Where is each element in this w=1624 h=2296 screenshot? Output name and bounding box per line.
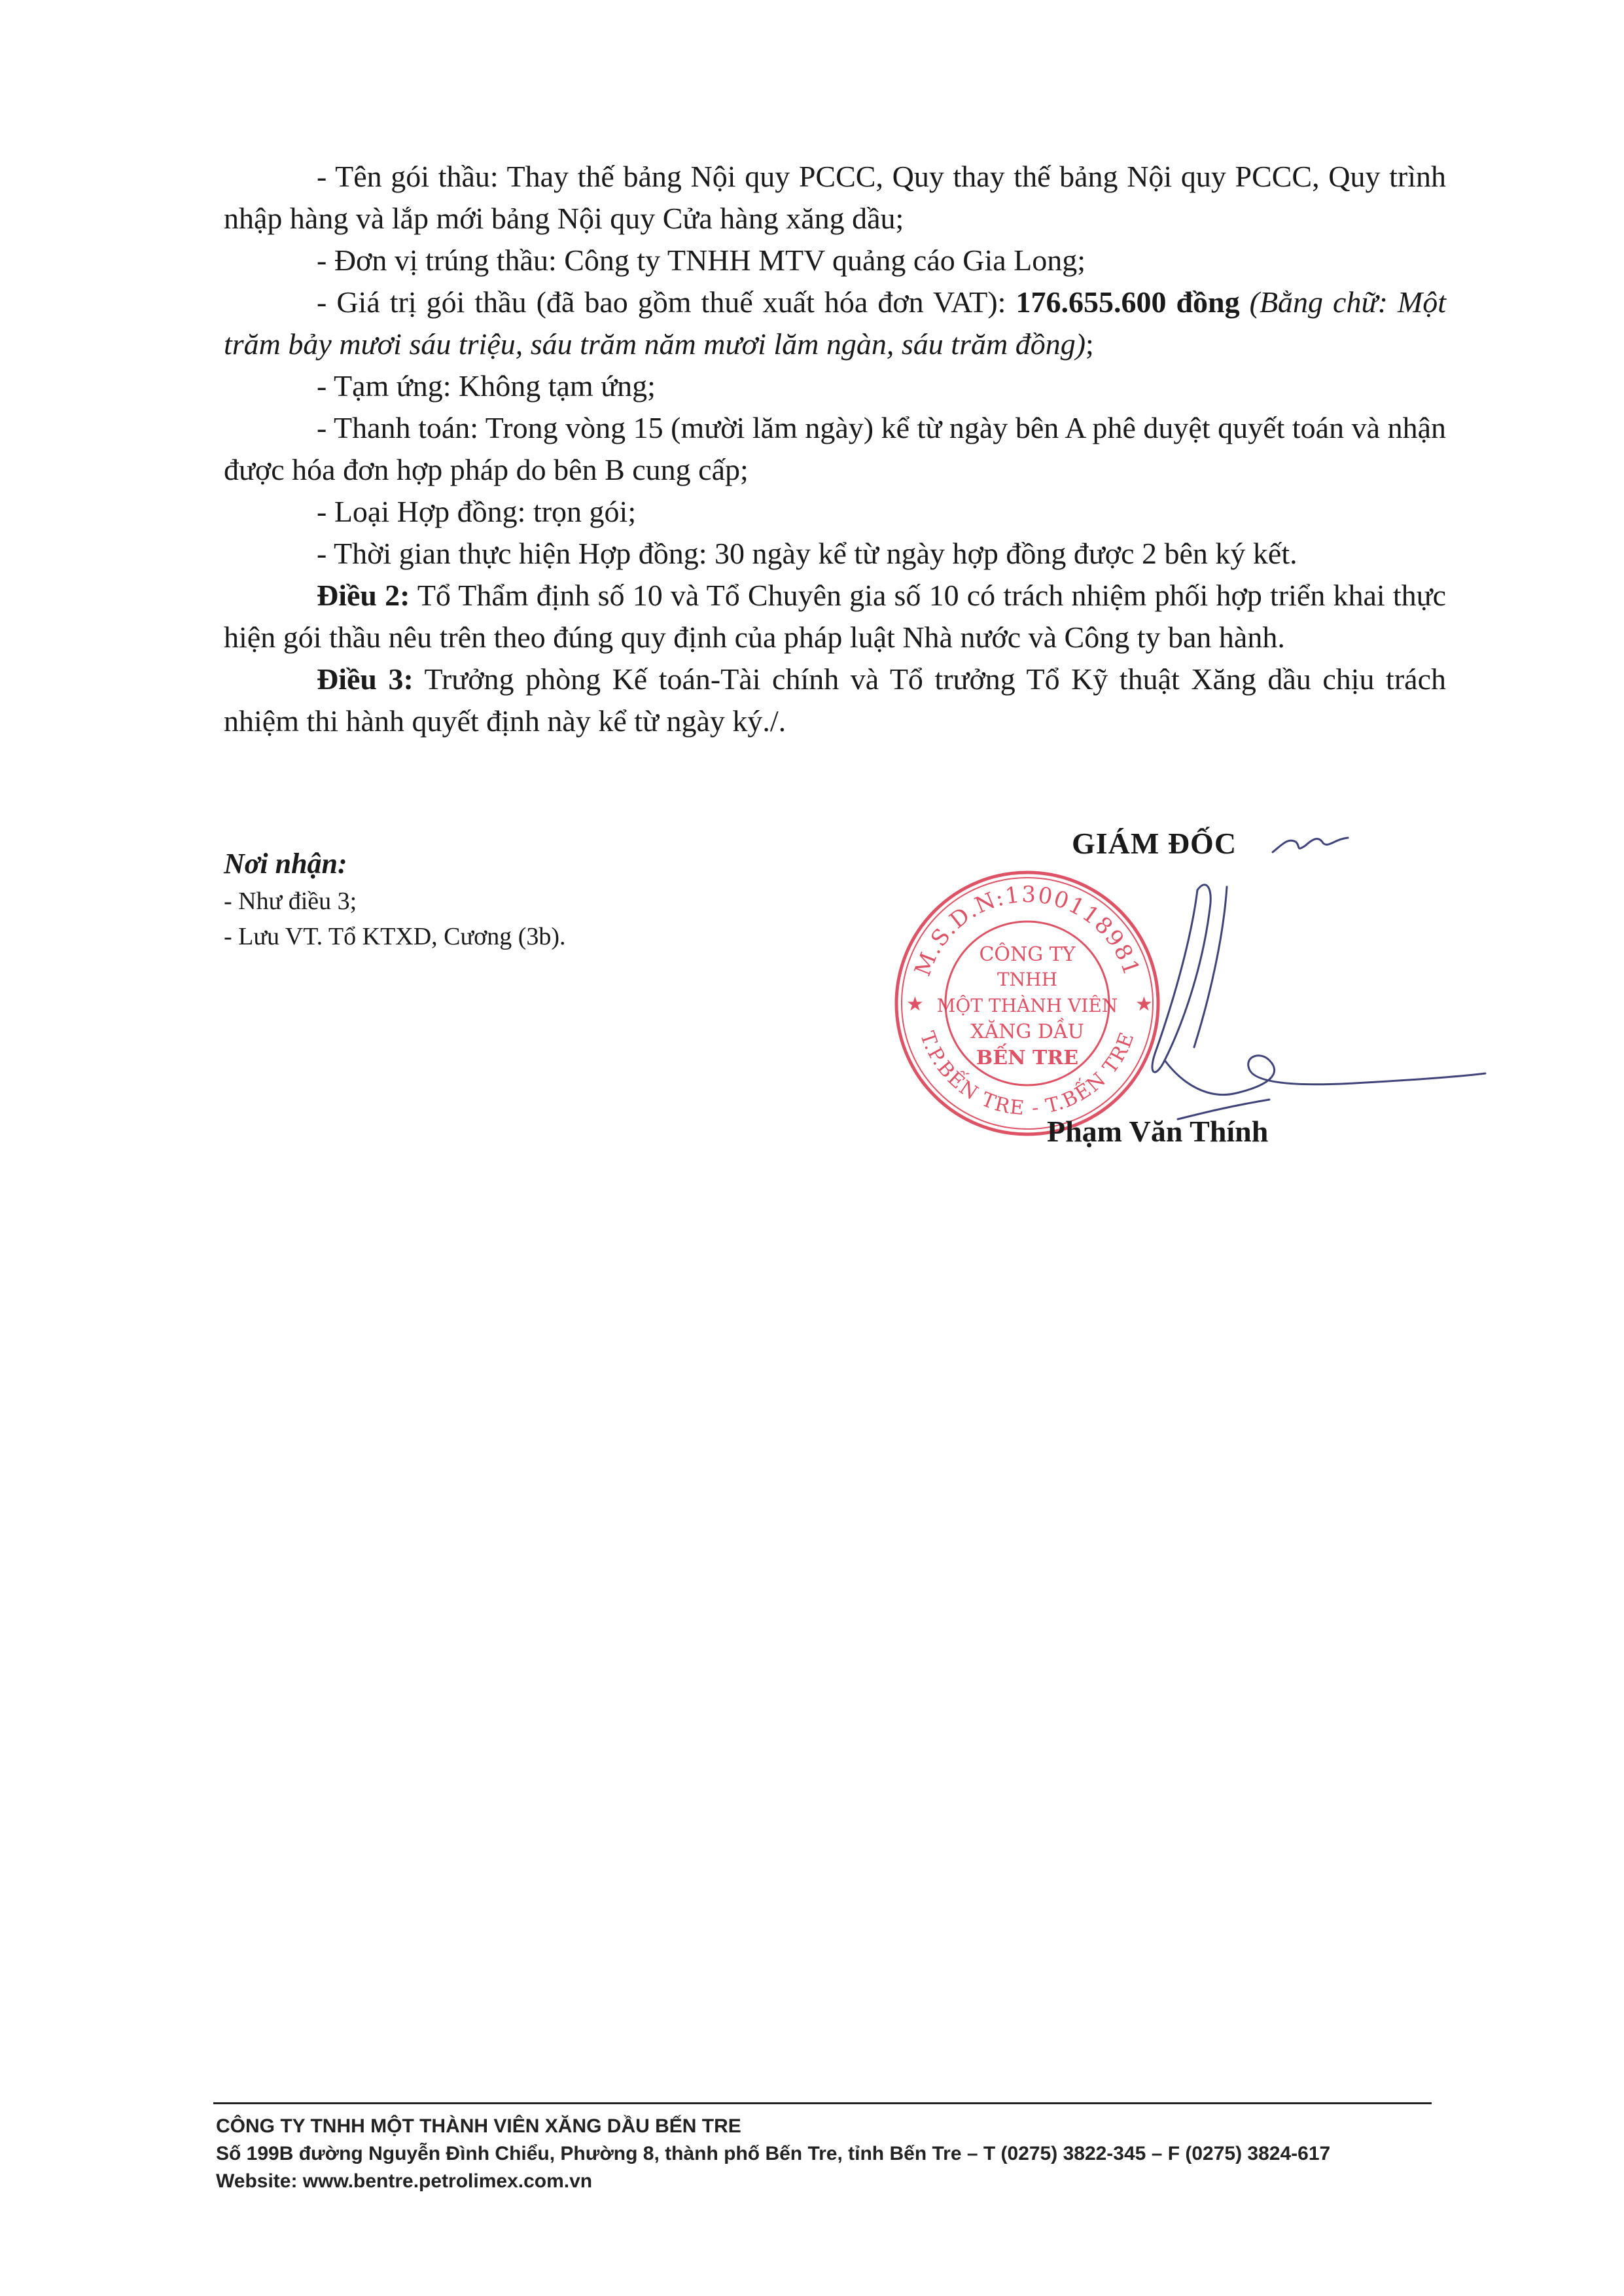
winning-bidder-line: - Đơn vị trúng thầu: Công ty TNHH MTV quảng cáo Gia Long; [317,243,1086,277]
advance-payment-line: - Tạm ứng: Không tạm ứng; [317,369,656,403]
handwritten-signature [929,812,1492,1152]
seal-star-left: ★ [906,993,924,1016]
package-name-line: - Tên gói thầu: Thay thế bảng Nội quy PCCC, Quy thay thế bảng Nội quy PCCC, Quy trình nhập hàng và lắp mới bảng Nội quy Cửa hàng xăng dầu; [224,160,1446,235]
footer-divider [213,2102,1432,2104]
package-value-line [224,281,1446,365]
recipient-item: - Như điều 3; [224,888,357,915]
payment-terms-line: - Thanh toán: Trong vòng 15 (mười lăm ngày) kể từ ngày bên A phê duyệt quyết toán và nhận được hóa đơn hợp pháp do bên B cung cấp; [224,411,1446,486]
seal-line-3: MỘT THÀNH VIÊN [936,995,1118,1016]
document-body [224,156,1446,742]
seal-line-2: TNHH [997,969,1058,990]
footer-website: Website: www.bentre.petrolimex.com.vn [216,2170,593,2192]
article-3-label: Điều 3: [317,662,414,696]
article-2-text: Tổ Thẩm định số 10 và Tổ Chuyên gia số 10 có trách nhiệm phối hợp triển khai thực hiện gói thầu nêu trên theo đúng quy định của pháp luật Nhà nước và Công ty ban hành. [224,579,1446,654]
recipient-item: - Lưu VT. Tổ KTXD, Cương (3b). [224,923,566,950]
page-footer [216,2113,1459,2195]
seal-star-right: ★ [1135,993,1153,1016]
seal-line-1: CÔNG TY [979,943,1076,966]
seal-location: T.P.BẾN TRE - T.BẾN TRE [915,1028,1140,1121]
package-value-in-words: (Bằng chữ: Một trăm bảy mươi sáu triệu, sáu trăm năm mươi lăm ngàn, sáu trăm đồng) [224,285,1446,361]
package-value-amount: 176.655.600 đồng [1015,285,1240,319]
article-2-label: Điều 2: [317,579,410,612]
article-2 [224,575,1446,658]
seal-line-5: BẾN TRE [976,1047,1079,1069]
footer-company-name: CÔNG TY TNHH MỘT THÀNH VIÊN XĂNG DẦU BẾN TRE [216,2115,741,2137]
seal-line-4: XĂNG DẦU [970,1020,1084,1043]
footer-address: Số 199B đường Nguyễn Đình Chiểu, Phường 8, thành phố Bến Tre, tỉnh Bến Tre – T (0275) 3822-345 – F (0275) 3824-617 [216,2143,1331,2164]
article-3 [224,658,1446,742]
signer-title: GIÁM ĐỐC [1072,827,1237,860]
recipients-block [224,844,813,954]
package-value-end: ; [1086,327,1094,361]
signer-name: Phạm Văn Thính [1047,1115,1269,1148]
contract-type-line: - Loại Hợp đồng: trọn gói; [317,495,637,528]
recipients-title: Nơi nhận: [224,848,347,880]
contract-duration-line: - Thời gian thực hiện Hợp đồng: 30 ngày kể từ ngày hợp đồng được 2 bên ký kết. [317,537,1297,570]
package-value-prefix: - Giá trị gói thầu (đã bao gồm thuế xuất hóa đơn VAT): [317,285,1016,319]
article-3-text: Trưởng phòng Kế toán-Tài chính và Tổ trưởng Tổ Kỹ thuật Xăng dầu chịu trách nhiệm thi hành quyết định này kể từ ngày ký./. [224,662,1446,738]
seal-tax-code: M.S.D.N:1300118981 [909,881,1145,980]
